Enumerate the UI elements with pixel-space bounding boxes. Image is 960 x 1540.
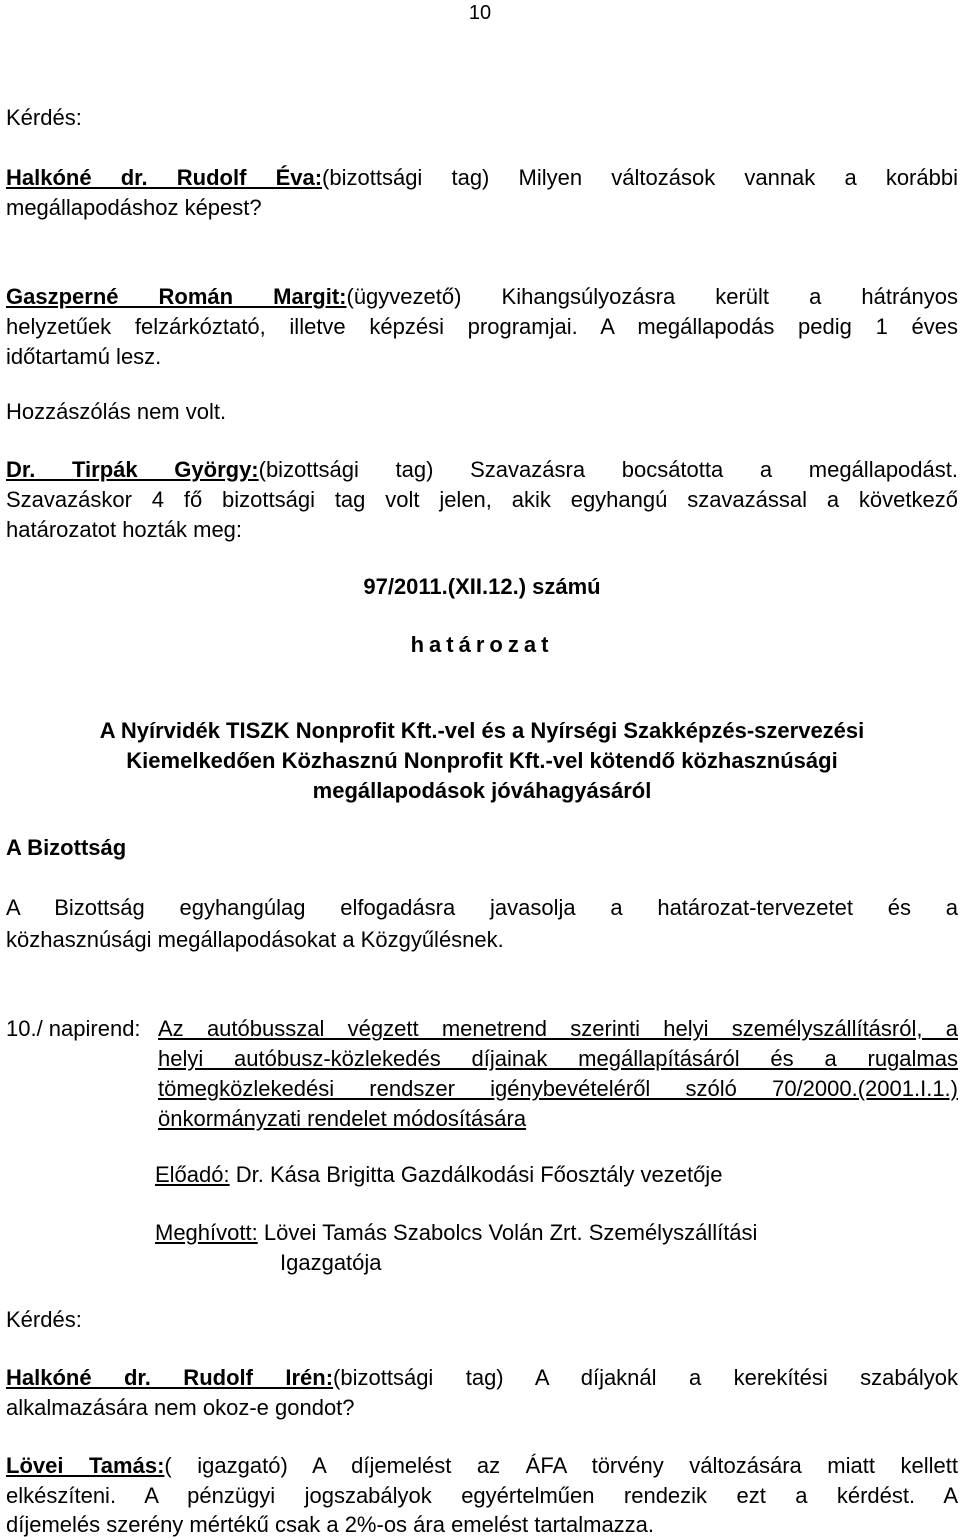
speaker-role: (bizottsági tag) [322, 165, 490, 190]
speaker-name: Halkóné dr. Rudolf Irén: [6, 1365, 334, 1390]
speech-line: megállapodáshoz képest? [6, 195, 262, 220]
presenter-label: Előadó: [155, 1162, 230, 1187]
speech-line: Szavazáskor 4 fő bizottsági tag volt jelen, akik egyhangú szavazással a következő [6, 487, 958, 512]
speech-line: határozatot hozták meg: [6, 517, 243, 542]
speech-line [6, 1451, 958, 1481]
speaker-role: (bizottsági tag) [258, 457, 434, 482]
speech-text: A díjaknál a kerekítési szabályok [534, 1365, 958, 1390]
speech-line: díjemelés szerény mértékű csak a 2%-os ára emelést tartalmazza. [6, 1512, 655, 1537]
resolution-word: határozat [410, 632, 554, 657]
speech-text: A díjemelést az ÁFA törvény változására miatt kellett [312, 1453, 958, 1478]
no-comment-note: Hozzászólás nem volt. [6, 399, 227, 424]
speech-text: Milyen változások vannak a korábbi [518, 165, 958, 190]
presenter-line [155, 1160, 958, 1190]
speech-line: alkalmazására nem okoz-e gondot? [6, 1395, 355, 1420]
invited-label: Meghívott: [155, 1220, 258, 1245]
speaker-name: Dr. Tirpák György: [6, 457, 259, 482]
presenter-name: Dr. Kása Brigitta Gazdálkodási Főosztály vezetője [235, 1162, 723, 1187]
speech-line: időtartamú lesz. [6, 344, 162, 369]
speech-line [6, 163, 958, 193]
resolution-body-line: közhasznúsági megállapodásokat a Közgyűlésnek. [6, 927, 504, 952]
question-label: Kérdés: [6, 105, 82, 130]
invited-line [155, 1218, 958, 1278]
agenda-title-line: Az autóbusszal végzett menetrend szerinti helyi személyszállításról, a [158, 1016, 958, 1041]
invited-title: Igazgatója [280, 1250, 382, 1275]
page-number: 10 [468, 2, 492, 24]
speech-line [6, 282, 958, 312]
resolution-body-line: A Bizottság egyhangúlag elfogadásra javasolja a határozat-tervezetet és a [6, 895, 958, 920]
resolution-title-line: megállapodások jóváhagyásáról [312, 778, 652, 803]
committee-heading: A Bizottság [6, 835, 127, 860]
speaker-role: (bizottsági tag) [333, 1365, 504, 1390]
resolution-title-line: A Nyírvidék TISZK Nonprofit Kft.-vel és a Nyírségi Szakképzés-szervezési [99, 718, 865, 743]
invited-name: Lövei Tamás Szabolcs Volán Zrt. Személyszállítási [263, 1220, 758, 1245]
question-label: Kérdés: [6, 1307, 82, 1332]
speech-text: Szavazásra bocsátotta a megállapodást. [470, 457, 958, 482]
speaker-name: Gaszperné Román Margit: [6, 284, 347, 309]
agenda-title-line: önkormányzati rendelet módosítására [158, 1106, 527, 1131]
speaker-name: Halkóné dr. Rudolf Éva: [6, 165, 323, 190]
speech-line [6, 455, 958, 485]
speaker-name: Lövei Tamás: [6, 1453, 165, 1478]
resolution-number: 97/2011.(XII.12.) számú [363, 574, 601, 599]
speech-line: helyzetűek felzárkóztató, illetve képzési programjai. A megállapodás pedig 1 éves [6, 314, 958, 339]
speaker-role: (ügyvezető) [346, 284, 462, 309]
agenda-item [6, 1014, 958, 1134]
agenda-title-line: helyi autóbusz-közlekedés díjainak megállapításáról és a rugalmas [158, 1046, 958, 1071]
speech-line: elkészíteni. A pénzügyi jogszabályok egyértelműen rendezik ezt a kérdést. A [6, 1483, 958, 1508]
agenda-number: 10./ napirend: [6, 1016, 141, 1041]
speech-text: Kihangsúlyozásra került a hátrányos [501, 284, 958, 309]
speech-line [6, 1363, 958, 1393]
resolution-title-line: Kiemelkedően Közhasznú Nonprofit Kft.-vel kötendő közhasznúsági [126, 748, 838, 773]
agenda-title-line: tömegközlekedési rendszer igénybevételéről szóló 70/2000.(2001.I.1.) [158, 1076, 958, 1101]
speaker-role: ( igazgató) [164, 1453, 288, 1478]
